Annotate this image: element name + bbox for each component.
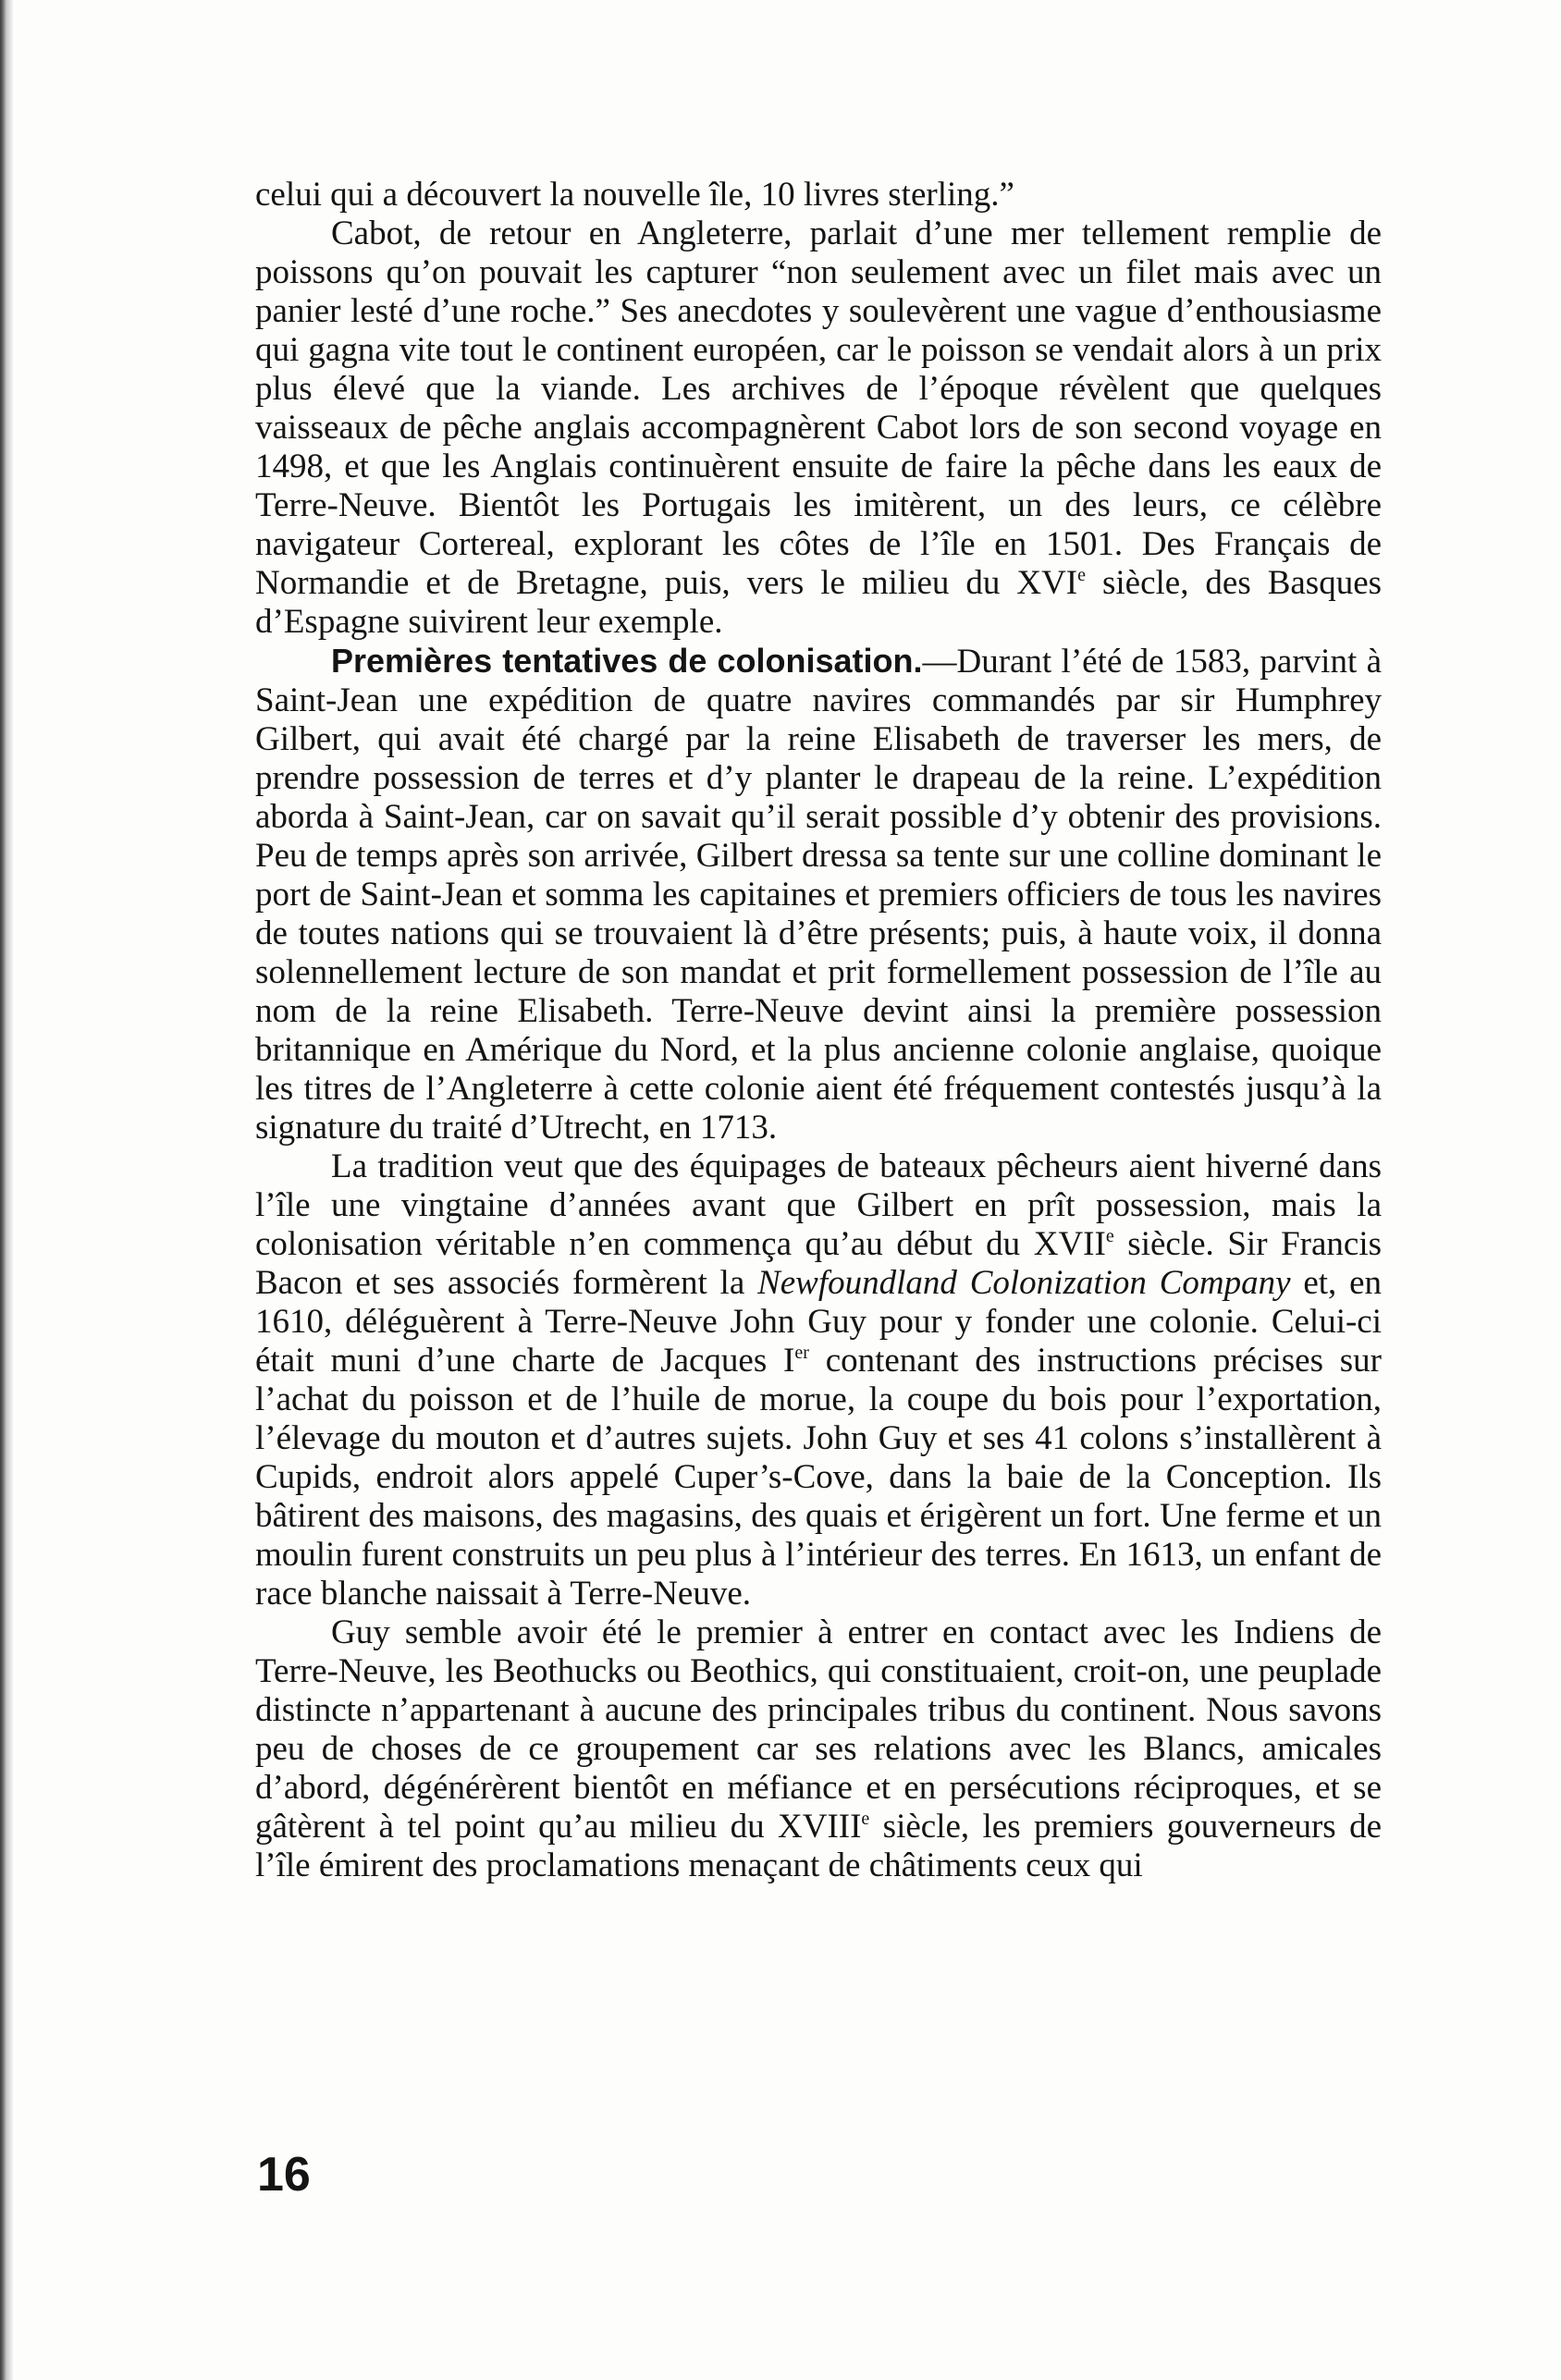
section-heading: Premières tentatives de colonisation. (331, 642, 923, 680)
paragraph-4 (255, 1147, 1382, 1613)
century-superscript: e (861, 1809, 870, 1829)
paragraph-3-text: —Durant l’été de 1583, parvint à Saint-Jean une expédition de quatre navires commandés par sir Humphrey Gilbert, qui avait été chargé par la reine Elisabeth de traverser les mers, de prendre possession de terres et d’y planter le drapeau de la reine. L’expédition aborda à Saint-Jean, car on savait qu’il serait possible d’y obtenir des provisions. Peu de temps après son arrivée, Gilbert dressa sa tente sur une colline dominant le port de Saint-Jean et somma les capitaines et premiers officiers de tous les navires de toutes nations qui se trouvaient là d’être présents; puis, à haute voix, il donna solennellement lecture de son mandat et prit formellement possession de l’île au nom de la reine Elisabeth. Terre-Neuve devint ainsi la première possession britannique en Amérique du Nord, et la plus ancienne colonie anglaise, quoique les titres de l’Angleterre à cette colonie aient été fréquement contestés jusqu’à la signature du traité d’Utrecht, en 1713. (255, 643, 1382, 1147)
paragraph-4-part-2: siècle. Sir Francis Bacon et ses associés formèrent la (255, 1225, 1383, 1302)
paragraph-1 (255, 176, 1382, 215)
paragraph-2-tail: siècle, des Basques d’Espagne suivirent leur exemple. (255, 564, 1383, 641)
paragraph-5 (255, 1613, 1382, 1885)
paragraph-5-part-2: siècle, les premiers gouverneurs de l’île émirent des proclamations menaçant de châtiments ceux qui (255, 1808, 1382, 1884)
century-numeral: XVIII (778, 1808, 862, 1846)
company-name: Newfoundland Colonization Company (757, 1264, 1291, 1302)
paragraph-5-part-1: Guy semble avoir été le premier à entrer en contact avec les Indiens de Terre-Neuve, les Beothucks ou Beothics, qui constituaient, croit-on, une peuplade distincte n’appartenant à aucune des principales tribus du continent. Nous savons peu de choses de ce groupement car ses relations avec les Blancs, amicales d’abord, dégénérèrent bientôt en méfiance et en persécutions réciproques, et se gâtèrent à tel point qu’au milieu du (255, 1613, 1382, 1846)
binding-edge (0, 0, 13, 2380)
century-numeral: XVI (1016, 564, 1078, 602)
paragraph-4-part-3: et, en 1610, déléguèrent à Terre-Neuve John Guy pour y fonder une colonie. Celui-ci était muni d’une charte de Jacques (255, 1264, 1383, 1380)
king-superscript: er (794, 1343, 809, 1363)
paragraph-1-text: celui qui a découvert la nouvelle île, 10 livres sterling.” (255, 176, 1014, 214)
century-numeral: XVII (1033, 1225, 1106, 1263)
century-superscript: e (1105, 1226, 1114, 1246)
page-number: 16 (257, 2148, 311, 2202)
century-superscript: e (1077, 565, 1086, 585)
body-text (255, 176, 1382, 1885)
paragraph-3 (255, 642, 1382, 1147)
paragraph-4-part-1: La tradition veut que des équipages de bateaux pêcheurs aient hiverné dans l’île une vingtaine d’années avant que Gilbert en prît possession, mais la colonisation véritable n’en commença qu’au début du (255, 1147, 1382, 1263)
king-numeral: I (783, 1342, 795, 1380)
paragraph-4-part-4: contenant des instructions précises sur l’achat du poisson et de l’huile de morue, la coupe du bois pour l’exportation, l’élevage du mouton et d’autres sujets. John Guy et ses 41 colons s’installèrent à Cupids, endroit alors appelé Cuper’s-Cove, dans la baie de la Conception. Ils bâtirent des maisons, des magasins, des quais et érigèrent un fort. Une ferme et un moulin furent construits un peu plus à l’intérieur des terres. En 1613, un enfant de race blanche naissait à Terre-Neuve. (255, 1342, 1383, 1613)
paragraph-2-text: Cabot, de retour en Angleterre, parlait d’une mer tellement remplie de poissons qu’on pouvait les capturer “non seulement avec un filet mais avec un panier lesté d’une roche.” Ses anecdotes y soulevèrent une vague d’enthousiasme qui gagna vite tout le continent européen, car le poisson se vendait alors à un prix plus élevé que la viande. Les archives de l’époque révèlent que quelques vaisseaux de pêche anglais accompagnèrent Cabot lors de son second voyage en 1498, et que les Anglais continuèrent ensuite de faire la pêche dans les eaux de Terre-Neuve. Bientôt les Portugais les imitèrent, un des leurs, ce célèbre navigateur Cortereal, explorant les côtes de l’île en 1501. Des Français de Normandie et de Bretagne, puis, vers le milieu du (255, 215, 1382, 602)
paragraph-2 (255, 215, 1382, 642)
